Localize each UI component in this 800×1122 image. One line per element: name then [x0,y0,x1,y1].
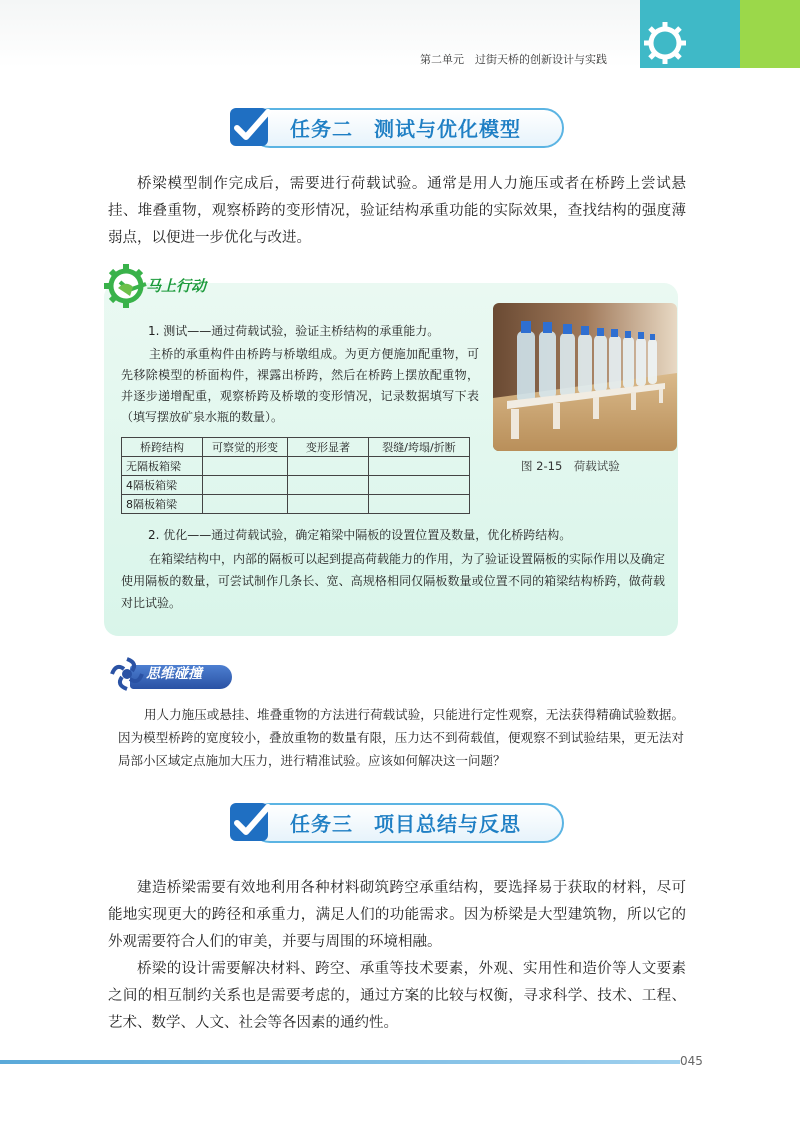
unit-title: 第二单元 过街天桥的创新设计与实践 [420,53,607,66]
corner-decoration [640,0,800,68]
table-cell[interactable] [369,495,470,514]
table-header-cell: 裂缝/垮塌/折断 [369,438,470,457]
checkmark-icon [228,104,274,150]
step2-body: 在箱梁结构中，内部的隔板可以起到提高荷载能力的作用，为了验证设置隔板的实际作用以及确定使用隔板的数量，可尝试制作几条长、宽、高规格相同仅隔板数量或位置不同的箱梁结构桥跨，做荷载对比试验。 [121,552,666,610]
table-cell[interactable] [203,476,288,495]
table-row [122,476,470,495]
page-number: 045 [680,1054,703,1068]
step1-body: 主桥的承重构件由桥跨与桥墩组成。为更方便施加配重物，可先移除模型的桥面构件，裸露出桥跨，然后在桥跨上摆放配重物，并逐步递增配重，观察桥跨及桥墩的变形情况，记录数据填写下表（填写摆放矿泉水瓶的数量）。 [121,347,479,424]
task3-para2: 桥梁的设计需要解决材料、跨空、承重等技术要素，外观、实用性和造价等人文要素之间的相互制约关系也是需要考虑的，通过方案的比较与权衡，寻求科学、技术、工程、艺术、数学、人文、社会等各因素的通约性。 [108,961,686,1031]
task2-banner [228,104,564,150]
gear-icon [642,20,688,66]
table-row [122,457,470,476]
table-cell[interactable] [203,495,288,514]
table-header-cell: 变形显著 [288,438,369,457]
table-cell[interactable] [288,495,369,514]
task2-intro: 桥梁模型制作完成后，需要进行荷载试验。通常是用人力施压或者在桥跨上尝试悬挂、堆叠重物，观察桥跨的变形情况，验证结构承重功能的实际效果，查找结构的强度薄弱点，以便进一步优化与改进。 [108,176,686,246]
table-header-row [122,438,470,457]
swirl-icon [110,657,144,691]
table-row-label: 8隔板箱梁 [122,495,203,514]
load-test-photo [493,303,677,451]
task3-title: 任务三 项目总结与反思 [290,812,521,836]
step1-title: 1. 测试——通过荷载试验，验证主桥结构的承重能力。 [148,324,440,338]
think-label: 思维碰撞 [146,666,202,682]
think-body: 用人力施压或悬挂、堆叠重物的方法进行荷载试验，只能进行定性观察，无法获得精确试验数据。因为模型桥跨的宽度较小，叠放重物的数量有限，压力达不到荷载值，便观察不到试验结果，更无法对局部小区域定点施加大压力，进行精准试验。应该如何解决这一问题？ [118,707,684,768]
table-cell[interactable] [288,476,369,495]
table-cell[interactable] [288,457,369,476]
table-row-label: 无隔板箱梁 [122,457,203,476]
figure-caption: 图 2-15 荷载试验 [521,459,620,473]
checkmark-icon [228,799,274,845]
test-table [121,437,470,514]
table-row [122,495,470,514]
task2-title: 任务二 测试与优化模型 [290,117,521,141]
table-header-cell: 可察觉的形变 [203,438,288,457]
footer-line [0,1060,680,1064]
table-header-cell: 桥跨结构 [122,438,203,457]
action-label: 马上行动 [146,277,207,295]
step2-title: 2. 优化——通过荷载试验，确定箱梁中隔板的设置位置及数量，优化桥跨结构。 [148,528,572,542]
table-cell[interactable] [369,476,470,495]
task3-banner [228,799,564,845]
table-row-label: 4隔板箱梁 [122,476,203,495]
table-cell[interactable] [203,457,288,476]
task3-para1: 建造桥梁需要有效地利用各种材料砌筑跨空承重结构，要选择易于获取的材料，尽可能地实现更大的跨径和承重力，满足人们的功能需求。因为桥梁是大型建筑物，所以它的外观需要符合人们的审美，并要与周围的环境相融。 [108,880,686,950]
table-cell[interactable] [369,457,470,476]
